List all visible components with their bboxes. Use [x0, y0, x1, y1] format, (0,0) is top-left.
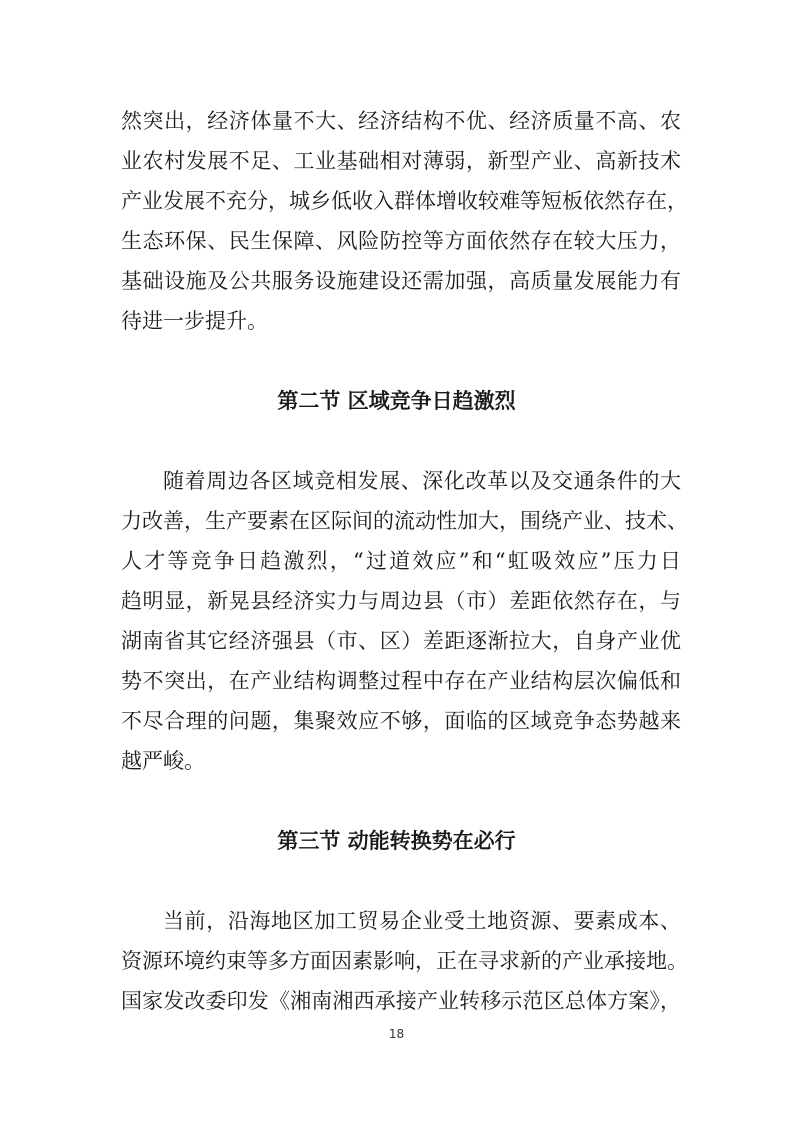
paragraph-line: 越严峻。 — [121, 749, 205, 773]
paragraph-line: 人才等竞争日趋激烈，“过道效应”和“虹吸效应”压力日 — [121, 549, 681, 573]
paragraph-line: 资源环境约束等多方面因素影响，正在寻求新的产业承接地。 — [121, 949, 688, 973]
paragraph-line: 待进一步提升。 — [121, 309, 268, 333]
paragraph-line: 当前，沿海地区加工贸易企业受土地资源、要素成本、 — [163, 909, 681, 933]
paragraph-line: 势不突出，在产业结构调整过程中存在产业结构层次偏低和 — [121, 669, 681, 693]
paragraph-line: 基础设施及公共服务设施建设还需加强，高质量发展能力有 — [121, 269, 681, 293]
section-heading: 第二节 区域竞争日趋激烈 — [277, 389, 516, 413]
paragraph-line: 业农村发展不足、工业基础相对薄弱，新型产业、高新技术 — [121, 149, 681, 173]
paragraph-line: 湖南省其它经济强县（市、区）差距逐渐拉大，自身产业优 — [121, 629, 681, 653]
paragraph-line: 产业发展不充分，城乡低收入群体增收较难等短板依然存在， — [121, 189, 688, 213]
paragraph-line: 力改善，生产要素在区际间的流动性加大，围绕产业、技术、 — [121, 509, 688, 533]
paragraph-line: 随着周边各区域竞相发展、深化改革以及交通条件的大 — [163, 469, 681, 493]
page-number: 18 — [388, 1027, 405, 1041]
paragraph-line: 不尽合理的问题，集聚效应不够，面临的区域竞争态势越来 — [121, 709, 681, 733]
paragraph-line: 然突出，经济体量不大、经济结构不优、经济质量不高、农 — [121, 109, 681, 133]
paragraph-line: 生态环保、民生保障、风险防控等方面依然存在较大压力， — [121, 229, 681, 253]
paragraph-line: 国家发改委印发《湘南湘西承接产业转移示范区总体方案》， — [121, 989, 681, 1013]
section-heading: 第三节 动能转换势在必行 — [277, 829, 516, 853]
paragraph-line: 趋明显，新晃县经济实力与周边县（市）差距依然存在，与 — [121, 589, 681, 613]
